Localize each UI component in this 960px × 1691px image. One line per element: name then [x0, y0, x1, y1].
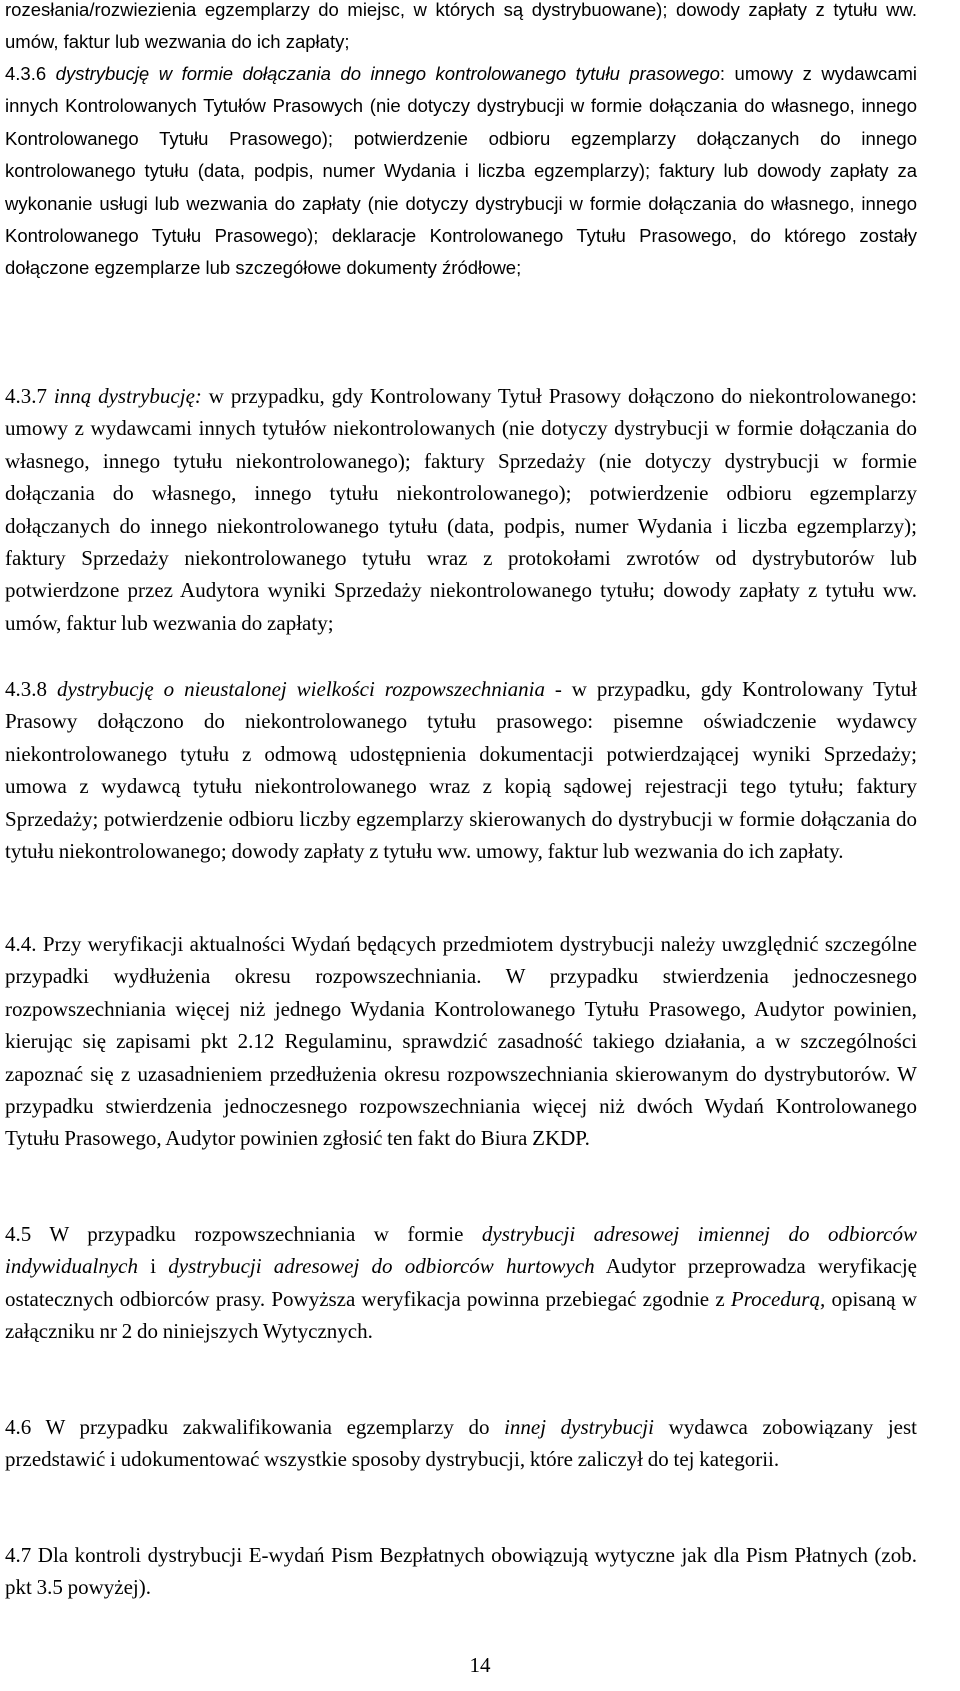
italic-run: inną dystrybucję:: [53, 384, 202, 408]
paragraph-4-5: [5, 1218, 917, 1348]
text-run: 4.3.6: [5, 63, 56, 84]
text-run: w przypadku, gdy Kontrolowany Tytuł Prasowy dołączono do niekontrolowanego: umowy z wydawcami innych tytułów niekontrolowanych (nie dotyczy dystrybucji w formie dołączania do własnego, innego tytułu niekontrolowanego); faktury Sprzedaży (nie dotyczy dystrybucji w formie dołączania do własnego, innego tytułu niekontrolowanego); potwierdzenie odbioru egzemplarzy dołączanych do innego niekontrolowanego tytułu (data, podpis, numer Wydania i liczba egzemplarzy); faktury Sprzedaży niekontrolowanego tytułu wraz z protokołami zwrotów od dystrybutorów lub potwierdzone przez Audytora wyniki Sprzedaży niekontrolowanego tytułu; dowody zapłaty z tytułu ww. umów, faktur lub wezwania do zapłaty;: [5, 384, 917, 635]
italic-run: Procedurą,: [730, 1286, 826, 1311]
text-run: wydawca zobowiązany jest przedstawić i udokumentować wszystkie sposoby dystrybucji, które zaliczył do tej kategorii.: [5, 1415, 917, 1472]
text-run: 4.6 W przypadku zakwalifikowania egzemplarzy do: [5, 1415, 505, 1439]
text-run: : umowy z wydawcami innych Kontrolowanych Tytułów Prasowych (nie dotyczy dystrybucji w formie dołączania do własnego, innego Kontrolowanego Tytułu Prasowego); potwierdzenie odbioru egzemplarzy dołączanych do innego kontrolowanego tytułu (data, podpis, numer Wydania i liczba egzemplarzy); faktury lub dowody zapłaty za wykonanie usługi lub wezwania do zapłaty (nie dotyczy dystrybucji w formie dołączania do własnego, innego Kontrolowanego Tytułu Prasowego); deklaracje Kontrolowanego Tytułu Prasowego, do którego zostały dołączone egzemplarze lub szczegółowe dokumenty źródłowe;: [5, 63, 917, 279]
italic-run: innej dystrybucji: [504, 1415, 654, 1439]
text-run: Audytor przeprowadza weryfikację ostatecznych odbiorców prasy. Powyższa weryfikacja powinna przebiegać zgodnie z: [5, 1254, 917, 1311]
paragraph-4-7: [5, 1539, 917, 1604]
paragraph-continuation: [5, 0, 917, 59]
paragraph-4-3-8: [5, 673, 917, 867]
italic-run: dystrybucji adresowej do odbiorców hurtowych: [168, 1254, 595, 1279]
paragraph-4-6: [5, 1411, 917, 1476]
paragraph-4-3-6: [5, 58, 917, 285]
text-run: rozesłania/rozwiezienia egzemplarzy do miejsc, w których są dystrybuowane); dowody zapłaty z tytułu ww. umów, faktur lub wezwania do ich zapłaty;: [5, 0, 917, 53]
italic-run: dystrybucję o nieustalonej wielkości rozpowszechniania: [56, 677, 545, 701]
text-run: i: [137, 1254, 169, 1279]
italic-run: dystrybucję w formie dołączania do innego kontrolowanego tytułu prasowego: [55, 63, 720, 84]
text-run: - w przypadku, gdy Kontrolowany Tytuł Prasowy dołączono do niekontrolowanego tytułu prasowego: pisemne oświadczenie wydawcy niekontrolowanego tytułu z odmową udostępnienia dokumentacji potwierdzającej wyniki Sprzedaży; umowa z wydawcą tytułu niekontrolowanego wraz z kopią sądowej rejestracji tego tytułu; faktury Sprzedaży; potwierdzenie odbioru liczby egzemplarzy skierowanych do dystrybucji w formie dołączania do tytułu niekontrolowanego; dowody zapłaty z tytułu ww. umowy, faktur lub wezwania do ich zapłaty.: [5, 677, 918, 864]
paragraph-4-3-7: [5, 380, 917, 639]
italic-run: dystrybucji adresowej imiennej do odbiorców indywidualnych: [5, 1222, 917, 1279]
text-run: opisaną w załączniku nr 2 do niniejszych Wytycznych.: [5, 1286, 917, 1344]
text-run: 4.3.8: [5, 677, 57, 701]
text-run: 4.4. Przy weryfikacji aktualności Wydań będących przedmiotem dystrybucji należy uwzględnić szczególne przypadki wydłużenia okresu rozpowszechniania. W przypadku stwierdzenia jednoczesnego rozpowszechniania więcej niż jednego Wydania Kontrolowanego Tytułu Prasowego, Audytor powinien, kierując się zapisami pkt 2.12 Regulaminu, sprawdzić zasadność takiego działania, a w szczególności zapoznać się z uzasadnieniem przedłużenia okresu rozpowszechniania skierowanym do dystrybutorów. W przypadku stwierdzenia jednoczesnego rozpowszechniania więcej niż dwóch Wydań Kontrolowanego Tytułu Prasowego, Audytor powinien zgłosić ten fakt do Biura ZKDP.: [5, 932, 917, 1151]
text-run: 4.3.7: [5, 384, 54, 408]
page-number: 14: [469, 1653, 491, 1677]
text-run: 4.7 Dla kontroli dystrybucji E-wydań Pism Bezpłatnych obowiązują wytyczne jak dla Pism Płatnych (zob. pkt 3.5 powyżej).: [5, 1543, 917, 1600]
text-run: 4.5 W przypadku rozpowszechniania w formie: [5, 1222, 482, 1246]
paragraph-4-4: [5, 928, 917, 1155]
